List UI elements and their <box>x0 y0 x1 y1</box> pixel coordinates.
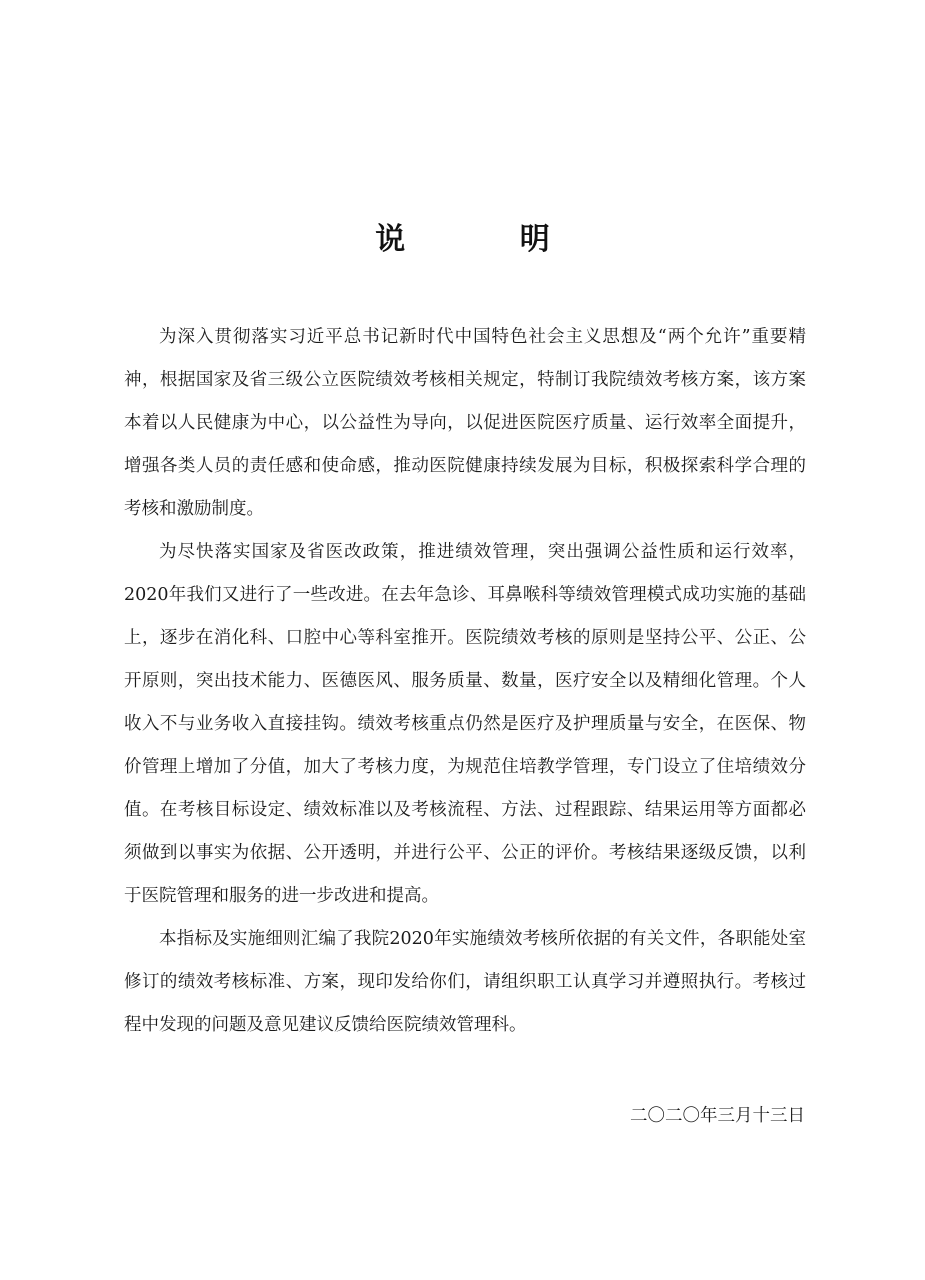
paragraph-3: 本指标及实施细则汇编了我院2020年实施绩效考核所依据的有关文件，各职能处室修订的绩效考核标准、方案，现印发给你们，请组织职工认真学习并遵照执行。考核过程中发现的问题及意见建议反馈给医院绩效管理科。 <box>124 929 806 1035</box>
paragraph-1: 为深入贯彻落实习近平总书记新时代中国特色社会主义思想及“两个允许”重要精神，根据国家及省三级公立医院绩效考核相关规定，特制订我院绩效考核方案，该方案本着以人民健康为中心，以公益性为导向，以促进医院医疗质量、运行效率全面提升，增强各类人员的责任感和使命感，推动医院健康持续发展为目标，积极探索科学合理的考核和激励制度。 <box>124 327 806 519</box>
paragraph-2: 为尽快落实国家及省医改政策，推进绩效管理，突出强调公益性质和运行效率，2020年我们又进行了一些改进。在去年急诊、耳鼻喉科等绩效管理模式成功实施的基础上，逐步在消化科、口腔中心等科室推开。医院绩效考核的原则是坚持公平、公正、公开原则，突出技术能力、医德医风、服务质量、数量，医疗安全以及精细化管理。个人收入不与业务收入直接挂钩。绩效考核重点仍然是医疗及护理质量与安全，在医保、物价管理上增加了分值，加大了考核力度，为规范住培教学管理，专门设立了住培绩效分值。在考核目标设定、绩效标准以及考核流程、方法、过程跟踪、结果运用等方面都必须做到以事实为依据、公开透明，并进行公平、公正的评价。考核结果逐级反馈，以利于医院管理和服务的进一步改进和提高。 <box>124 542 806 906</box>
document-body <box>124 316 806 1047</box>
page-title: 说 明 <box>375 222 602 257</box>
document-date: 二〇二〇年三月十三日 <box>630 1106 805 1126</box>
